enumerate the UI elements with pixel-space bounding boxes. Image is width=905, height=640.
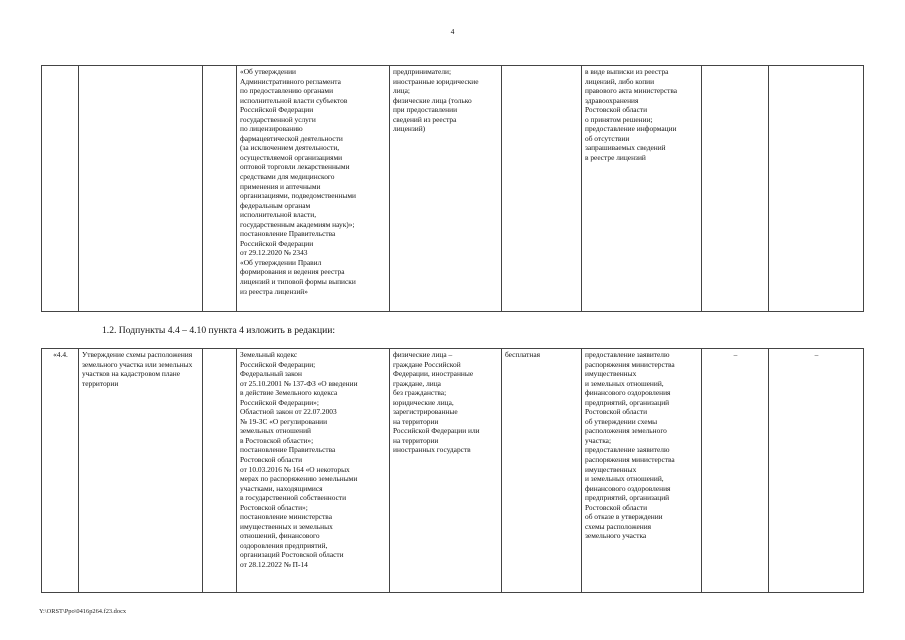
cell-empty xyxy=(203,349,237,593)
cell-result: в виде выписки из реестра лицензий, либо копии правового акта министерства здравоохранения Ростовской области о принятом решении; предоставление информации об отсутствии запрашиваемых сведений в реестре лицензий xyxy=(582,66,702,312)
cell-result: предоставление заявителю распоряжения министерства имущественных и земельных отношений, финансового оздоровления предприятий, организаций Ростовской области об утверждении схемы расположения земельного участка; предоставление заявителю распоряжения министерства имущественных и земельных отношений, финансового оздоровления предприятий, организаций Ростовской области об отказе в утверждении схемы расположения земельного участка xyxy=(582,349,702,593)
section-heading: 1.2. Подпункты 4.4 – 4.10 пункта 4 изложить в редакции: xyxy=(102,325,336,336)
footer-file-path: Y:\ORST\Ppo\0416p264.f23.docx xyxy=(39,608,127,615)
cell-extra-1: – xyxy=(702,349,769,593)
services-table-continued xyxy=(41,65,864,312)
cell-service-name: Утверждение схемы расположения земельного участка или земельных участков на кадастровом плане территории xyxy=(79,349,203,593)
cell-empty xyxy=(203,66,237,312)
cell-number: «4.4. xyxy=(42,349,79,593)
table-row xyxy=(42,349,864,593)
cell-service-name xyxy=(79,66,203,312)
cell-extra-1 xyxy=(702,66,769,312)
cell-extra-2 xyxy=(769,66,864,312)
cell-applicants: физические лица – граждане Российской Федерации, иностранные граждане, лица без гражданства; юридические лица, зарегистрированные на территории Российской Федерации или на территории иностранных государств xyxy=(390,349,502,593)
table-row xyxy=(42,66,864,312)
cell-legal-basis: «Об утверждении Административного регламента по предоставлению органами исполнительной власти субъектов Российской Федерации государственной услуги по лицензированию фармацевтической деятельности (за исключением деятельности, осуществляемой организациями оптовой торговли лекарственными средствами для медицинского применения и аптечными организациями, подведомственными федеральным органам исполнительной власти, государственным академиям наук)»; постановление Правительства Российской Федерации от 29.12.2020 № 2343 «Об утверждении Правил формирования и ведения реестра лицензий и типовой формы выписки из реестра лицензий» xyxy=(237,66,390,312)
cell-extra-2: – xyxy=(769,349,864,593)
page-number: 4 xyxy=(450,27,455,36)
cell-applicants: предприниматели; иностранные юридические лица; физические лица (только при предоставлении сведений из реестра лицензий) xyxy=(390,66,502,312)
cell-number xyxy=(42,66,79,312)
cell-legal-basis: Земельный кодекс Российской Федерации; Федеральный закон от 25.10.2001 № 137-ФЗ «О введении в действие Земельного кодекса Российской Федерации»; Областной закон от 22.07.2003 № 19-ЗС «О регулировании земельных отношений в Ростовской области»; постановление Правительства Ростовской области от 10.03.2016 № 164 «О некоторых мерах по распоряжению земельными участками, находящимися в государственной собственности Ростовской области»; постановление министерства имущественных и земельных отношений, финансового оздоровления предприятий, организаций Ростовской области от 28.12.2022 № П-14 xyxy=(237,349,390,593)
services-table-new xyxy=(41,348,864,593)
cell-fee xyxy=(502,66,582,312)
cell-fee: бесплатная xyxy=(502,349,582,593)
